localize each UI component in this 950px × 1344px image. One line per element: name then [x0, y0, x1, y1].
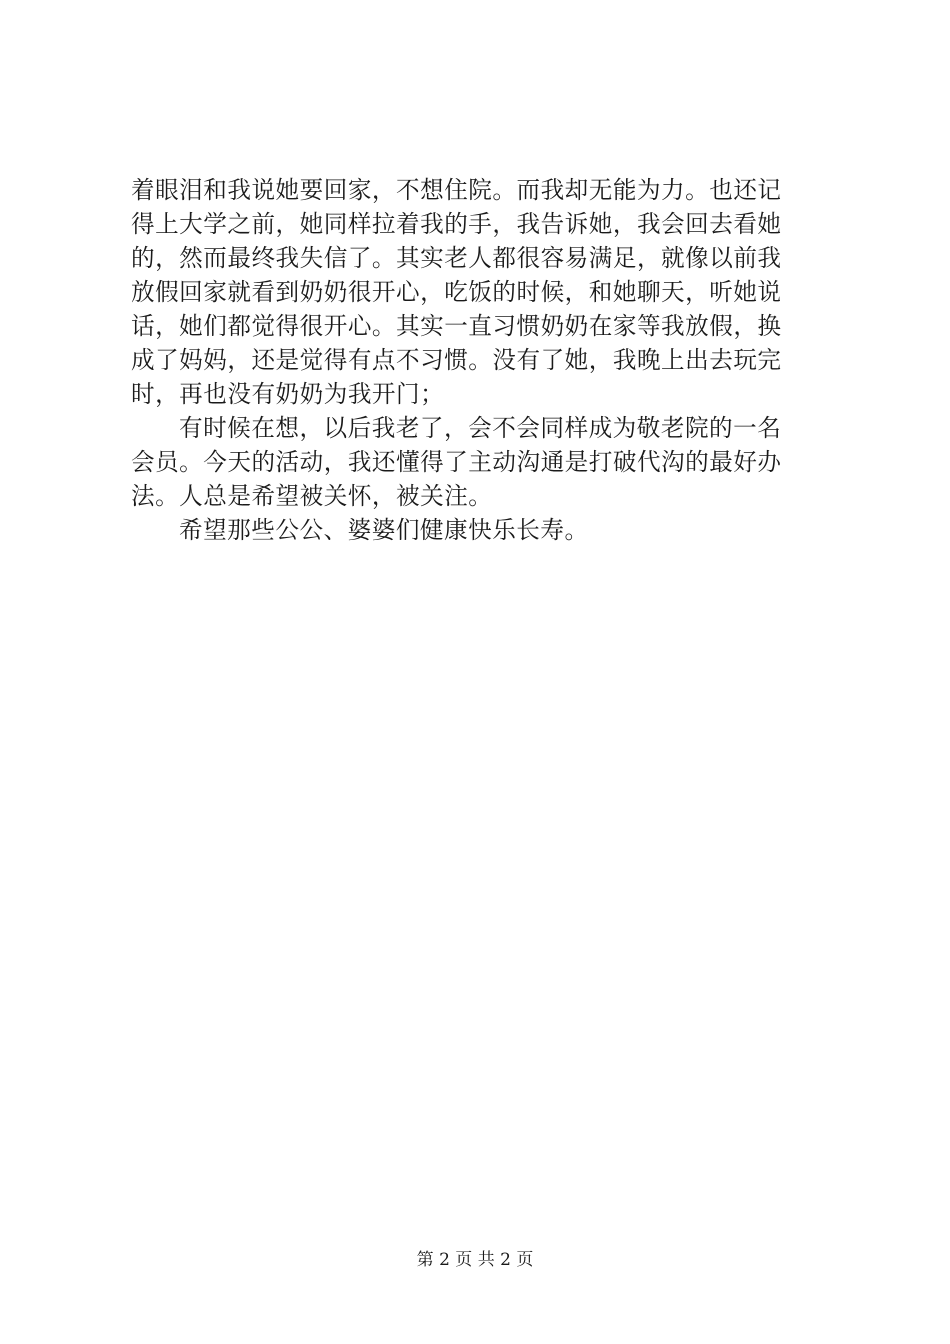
text-line: 时，再也没有奶奶为我开门；	[131, 380, 445, 408]
text-line: 有时候在想，以后我老了，会不会同样成为敬老院的一名	[179, 414, 782, 442]
text-line: 希望那些公公、婆婆们健康快乐长寿。	[179, 516, 589, 544]
text-line: 会员。今天的活动，我还懂得了主动沟通是打破代沟的最好办	[131, 448, 782, 476]
text-line: 放假回家就看到奶奶很开心，吃饭的时候，和她聊天，听她说	[131, 278, 782, 306]
paragraph-1	[131, 173, 831, 411]
paragraph-3	[131, 513, 831, 547]
document-body	[131, 173, 831, 547]
page-footer: 第 2 页 共 2 页	[416, 1250, 534, 1270]
paragraph-2	[131, 411, 831, 513]
text-line: 话，她们都觉得很开心。其实一直习惯奶奶在家等我放假，换	[131, 312, 782, 340]
text-line: 成了妈妈，还是觉得有点不习惯。没有了她，我晚上出去玩完	[131, 346, 782, 374]
text-line: 得上大学之前，她同样拉着我的手，我告诉她，我会回去看她	[131, 210, 782, 238]
text-line: 着眼泪和我说她要回家，不想住院。而我却无能为力。也还记	[131, 176, 782, 204]
text-line: 法。人总是希望被关怀，被关注。	[131, 482, 493, 510]
text-line: 的，然而最终我失信了。其实老人都很容易满足，就像以前我	[131, 244, 782, 272]
